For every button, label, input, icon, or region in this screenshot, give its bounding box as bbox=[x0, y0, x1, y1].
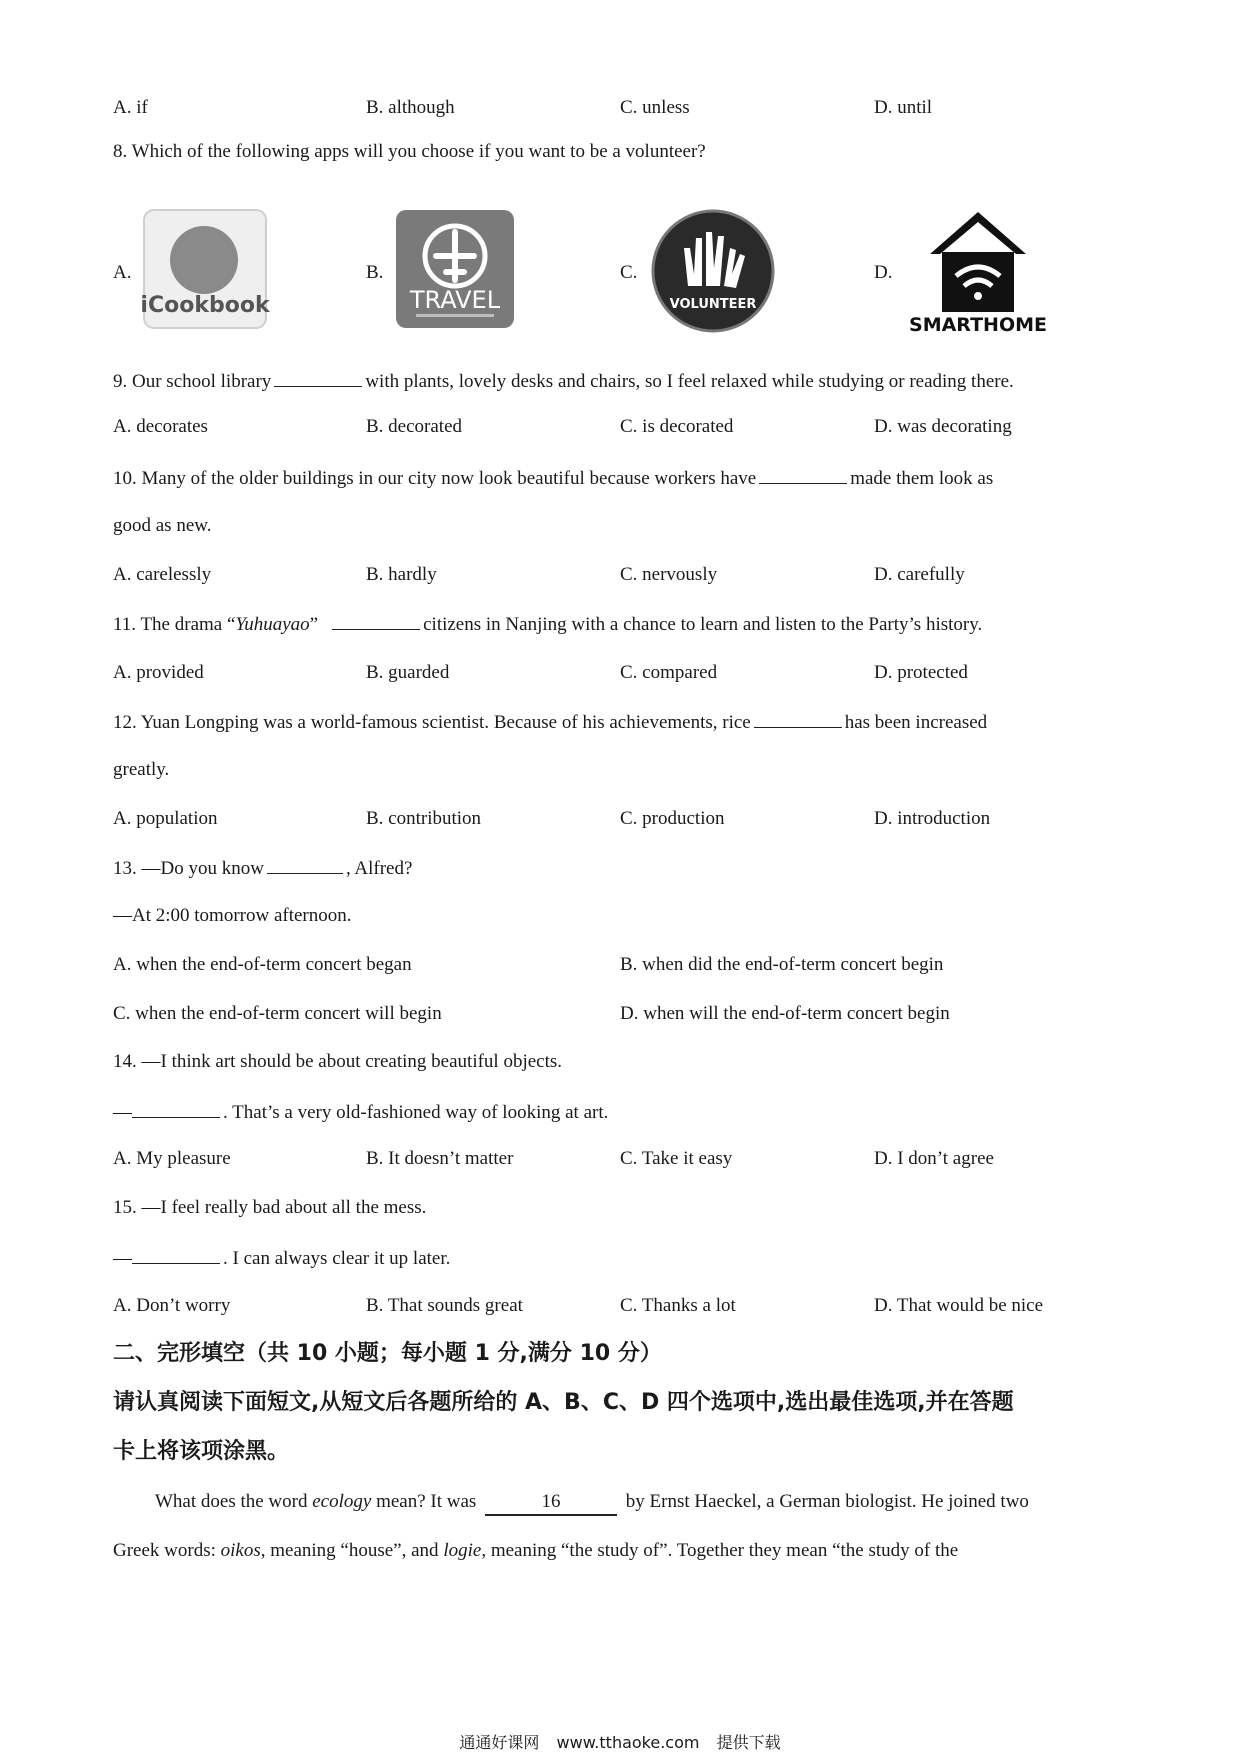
q7-option-a: A. if bbox=[113, 97, 148, 118]
q7-option-b: B. although bbox=[366, 97, 455, 118]
q14-option-a: A. My pleasure bbox=[113, 1148, 231, 1169]
q9-option-b: B. decorated bbox=[366, 416, 463, 437]
passage-word-ecology: ecology bbox=[312, 1491, 372, 1512]
footer-url[interactable]: www.tthaoke.com bbox=[556, 1733, 700, 1752]
q8-option-c-text: VOLUNTEER bbox=[669, 297, 757, 312]
q9-blank bbox=[274, 368, 362, 387]
q10-option-d: D. carefully bbox=[874, 564, 965, 585]
q10-stem-cont: good as new. bbox=[113, 515, 212, 536]
q11-blank bbox=[332, 611, 420, 630]
q14-reply-pre: — bbox=[113, 1102, 132, 1123]
q8-option-c-label: C. bbox=[620, 262, 638, 283]
q13-stem-pre: 13. —Do you know bbox=[113, 858, 264, 879]
q12-option-a: A. population bbox=[113, 808, 218, 829]
q11-drama-title: Yuhuayao bbox=[235, 614, 310, 635]
q8-option-b-label: B. bbox=[366, 262, 384, 283]
q13-option-c: C. when the end-of-term concert will begin bbox=[113, 1003, 442, 1024]
q12-option-d: D. introduction bbox=[874, 808, 991, 829]
q15-stem: 15. —I feel really bad about all the mess. bbox=[113, 1197, 427, 1218]
q11-option-d: D. protected bbox=[874, 662, 968, 683]
q14-option-d: D. I don’t agree bbox=[874, 1148, 994, 1169]
q9-stem-pre: 9. Our school library bbox=[113, 371, 272, 392]
q8-option-a-label: A. bbox=[113, 262, 132, 283]
q13-option-b: B. when did the end-of-term concert begin bbox=[620, 954, 944, 975]
q12-blank bbox=[754, 709, 842, 728]
q7-option-c: C. unless bbox=[620, 97, 690, 118]
q15-option-c: C. Thanks a lot bbox=[620, 1295, 736, 1316]
passage-blank-16: 16 bbox=[485, 1490, 617, 1516]
volunteer-app-icon bbox=[650, 208, 776, 339]
q11-option-b: B. guarded bbox=[366, 662, 450, 683]
q10-stem-post: made them look as bbox=[850, 468, 994, 489]
smarthome-app-icon bbox=[909, 210, 1047, 339]
q10-option-c: C. nervously bbox=[620, 564, 718, 585]
q7-option-d: D. until bbox=[874, 97, 933, 118]
q14-blank bbox=[132, 1099, 220, 1118]
q11-stem-post: citizens in Nanjing with a chance to learn and listen to the Party’s history. bbox=[423, 614, 983, 635]
q15-reply-pre: — bbox=[113, 1248, 132, 1269]
q11-stem-pre: 11. The drama “ bbox=[113, 614, 236, 635]
passage-p2-post: , meaning “the study of”. Together they mean “the study of the bbox=[481, 1540, 959, 1561]
q9-option-d: D. was decorating bbox=[874, 416, 1012, 437]
q15-option-d: D. That would be nice bbox=[874, 1295, 1044, 1316]
q11-stem-mid: ” bbox=[309, 614, 319, 635]
section2-heading: 二、完形填空（共 10 小题；每小题 1 分,满分 10 分） bbox=[113, 1341, 662, 1366]
q9-stem-post: with plants, lovely desks and chairs, so I feel relaxed while studying or reading there. bbox=[365, 371, 1014, 392]
passage-word-logie: logie bbox=[443, 1540, 482, 1561]
q9-option-c: C. is decorated bbox=[620, 416, 734, 437]
q10-option-a: A. carelessly bbox=[113, 564, 212, 585]
passage-word-oikos: oikos bbox=[220, 1540, 261, 1561]
q12-stem-cont: greatly. bbox=[113, 759, 170, 780]
q12-option-b: B. contribution bbox=[366, 808, 482, 829]
footer-provide-text: 提供下载 bbox=[716, 1733, 781, 1752]
q8-option-b-text: TRAVEL bbox=[409, 286, 501, 314]
travel-app-icon bbox=[394, 208, 516, 335]
q14-option-c: C. Take it easy bbox=[620, 1148, 733, 1169]
q10-option-b: B. hardly bbox=[366, 564, 437, 585]
passage-p2-mid: , meaning “house”, and bbox=[260, 1540, 444, 1561]
q8-option-a-text: iCookbook bbox=[140, 293, 270, 318]
q14-stem: 14. —I think art should be about creating beautiful objects. bbox=[113, 1051, 563, 1072]
q15-option-b: B. That sounds great bbox=[366, 1295, 523, 1316]
q8-option-d-text: SMARTHOME bbox=[909, 314, 1047, 336]
q13-reply: —At 2:00 tomorrow afternoon. bbox=[113, 905, 352, 926]
q13-stem-post: , Alfred? bbox=[345, 858, 413, 879]
q15-option-a: A. Don’t worry bbox=[113, 1295, 231, 1316]
passage-p1-mid: mean? It was bbox=[371, 1491, 482, 1512]
q11-option-c: C. compared bbox=[620, 662, 718, 683]
q9-option-a: A. decorates bbox=[113, 416, 208, 437]
section2-instruction-line2: 卡上将该项涂黑。 bbox=[113, 1439, 290, 1464]
passage-p1-pre: What does the word bbox=[155, 1491, 313, 1512]
section2-instruction-line1: 请认真阅读下面短文,从短文后各题所给的 A、B、C、D 四个选项中,选出最佳选项,并在答题 bbox=[113, 1390, 1014, 1415]
q13-blank bbox=[267, 855, 343, 874]
passage-p1-post: by Ernst Haeckel, a German biologist. He joined two bbox=[621, 1491, 1029, 1512]
footer-site-name: 通通好课网 bbox=[459, 1733, 540, 1752]
q11-option-a: A. provided bbox=[113, 662, 204, 683]
icookbook-app-icon bbox=[142, 208, 268, 335]
q15-reply-post: . I can always clear it up later. bbox=[223, 1248, 451, 1269]
q10-stem-pre: 10. Many of the older buildings in our city now look beautiful because workers have bbox=[113, 468, 757, 489]
q14-reply-post: . That’s a very old-fashioned way of looking at art. bbox=[223, 1102, 609, 1123]
page-footer bbox=[0, 1730, 1240, 1753]
passage-p2-pre: Greek words: bbox=[113, 1540, 221, 1561]
q14-option-b: B. It doesn’t matter bbox=[366, 1148, 514, 1169]
q13-option-d: D. when will the end-of-term concert begin bbox=[620, 1003, 950, 1024]
q13-option-a: A. when the end-of-term concert began bbox=[113, 954, 412, 975]
q12-option-c: C. production bbox=[620, 808, 725, 829]
q10-blank bbox=[759, 465, 847, 484]
q8-stem: 8. Which of the following apps will you choose if you want to be a volunteer? bbox=[113, 141, 706, 162]
q12-stem-post: has been increased bbox=[844, 712, 988, 733]
q8-option-d-label: D. bbox=[874, 262, 893, 283]
q12-stem-pre: 12. Yuan Longping was a world-famous scientist. Because of his achievements, rice bbox=[113, 712, 751, 733]
q15-blank bbox=[132, 1245, 220, 1264]
